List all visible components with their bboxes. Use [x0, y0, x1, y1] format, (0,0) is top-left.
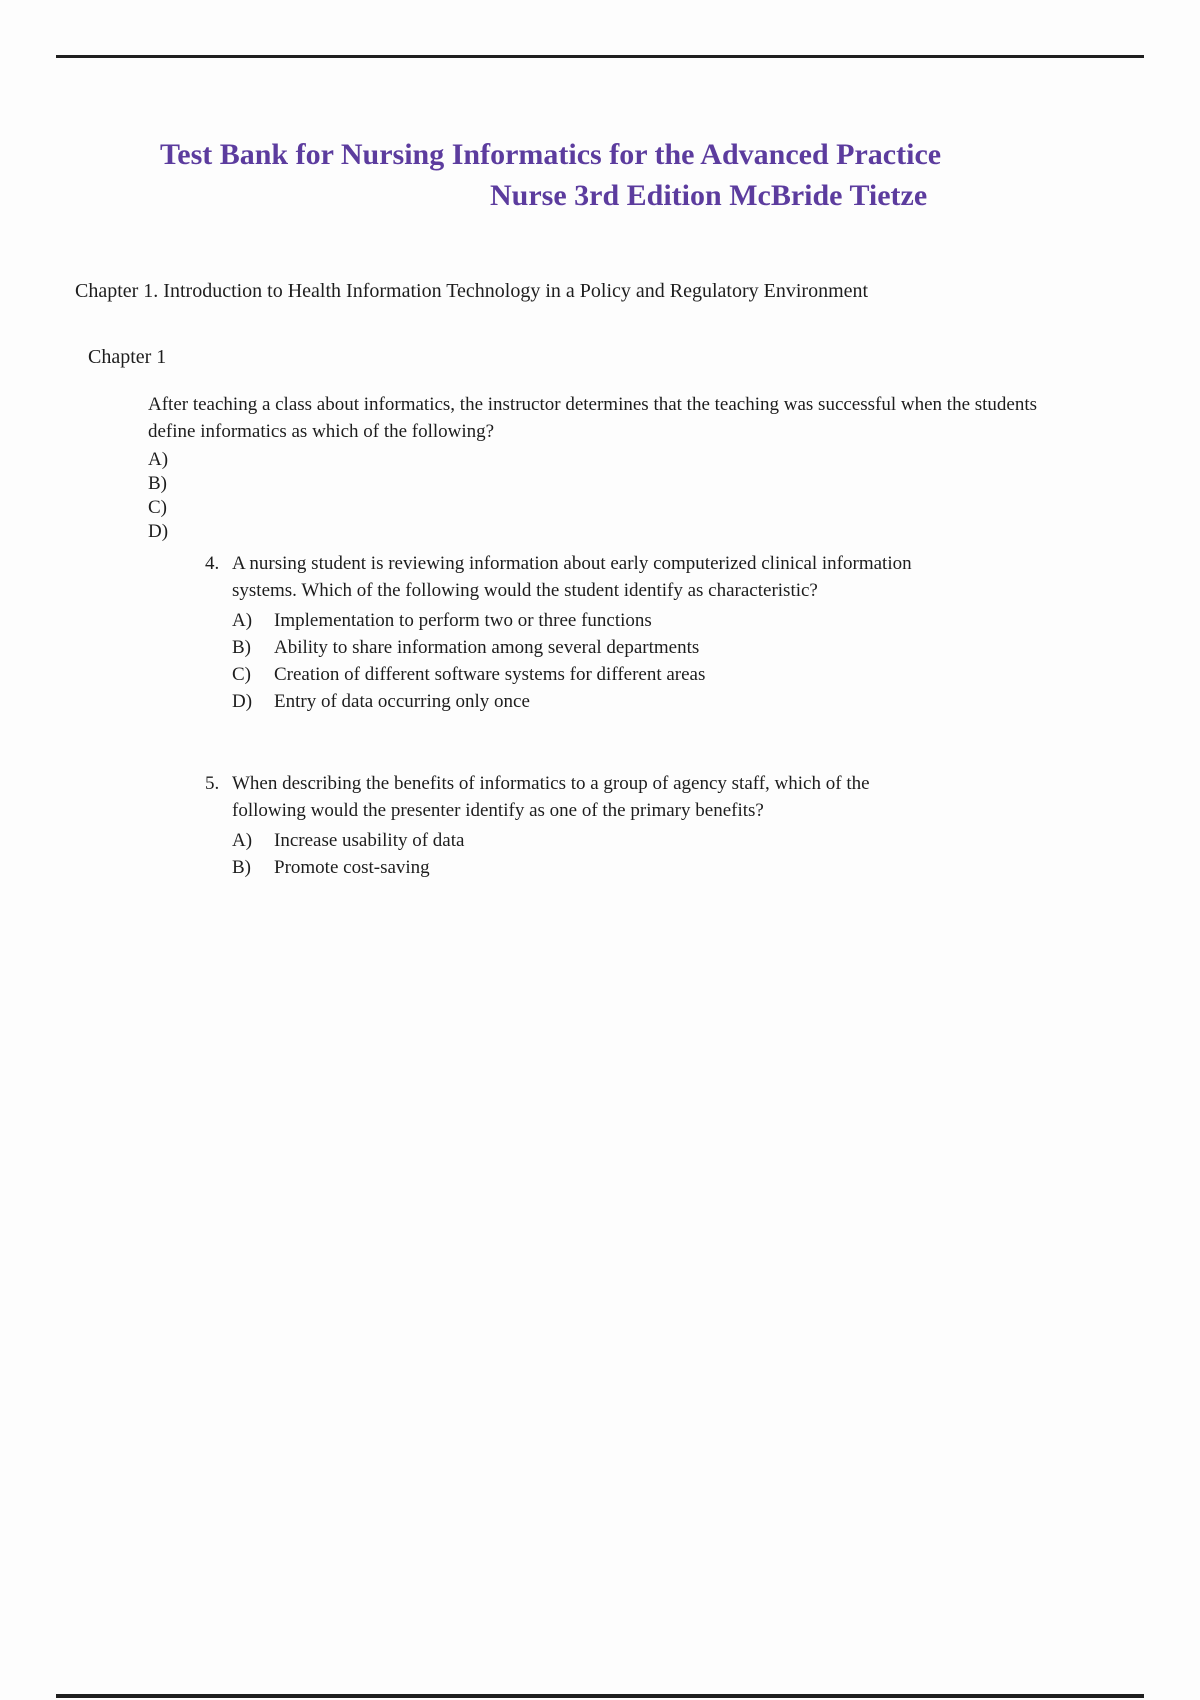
top-divider-rule [56, 55, 1144, 58]
question-5-stem: When describing the benefits of informatics to a group of agency staff, which of the following would the presenter identify as one of the primary benefits? [232, 773, 870, 821]
question-1-options [148, 448, 168, 544]
question-1-option-c: C) [148, 497, 167, 518]
question-5-options [232, 827, 1005, 881]
option-letter: B) [232, 637, 251, 658]
question-5-head [205, 770, 1005, 824]
bottom-divider-rule [56, 1694, 1144, 1698]
question-4-number: 4. [205, 553, 220, 574]
option-letter: D) [232, 691, 253, 712]
chapter-heading: Chapter 1. Introduction to Health Information Technology in a Policy and Regulatory Environment [75, 280, 869, 302]
question-1-option-b: B) [148, 473, 167, 494]
question-5-option-row [232, 854, 1005, 881]
section-label: Chapter 1 [88, 346, 167, 368]
option-letter: A) [232, 830, 253, 851]
option-letter: C) [232, 664, 251, 685]
title-line-1: Test Bank for Nursing Informatics for the Advanced Practice [160, 138, 942, 171]
question-4-head [205, 550, 1005, 604]
question-5 [205, 770, 1005, 881]
question-4-option-row [232, 634, 1005, 661]
question-1-option-d: D) [148, 521, 169, 542]
question-5-number: 5. [205, 773, 220, 794]
option-text: Increase usability of data [274, 830, 465, 851]
question-4-option-row [232, 607, 1005, 634]
option-letter: B) [232, 857, 251, 878]
question-5-option-row [232, 827, 1005, 854]
option-text: Creation of different software systems for different areas [274, 664, 706, 685]
question-1-option-a: A) [148, 449, 169, 470]
option-text: Promote cost-saving [274, 857, 430, 878]
option-text: Entry of data occurring only once [274, 691, 530, 712]
option-letter: A) [232, 610, 253, 631]
title-line-2: Nurse 3rd Edition McBride Tietze [490, 179, 928, 212]
option-text: Ability to share information among several departments [274, 637, 700, 658]
question-4-options [232, 607, 1005, 715]
question-4-option-row [232, 688, 1005, 715]
document-title [0, 134, 1200, 216]
question-4-option-row [232, 661, 1005, 688]
question-4 [205, 550, 1005, 715]
question-4-stem: A nursing student is reviewing information about early computerized clinical information systems. Which of the following would the student identify as characteristic? [232, 553, 912, 601]
question-1-stem: After teaching a class about informatics, the instructor determines that the teaching was successful when the students define informatics as which of the following? [148, 394, 1038, 442]
option-text: Implementation to perform two or three functions [274, 610, 652, 631]
